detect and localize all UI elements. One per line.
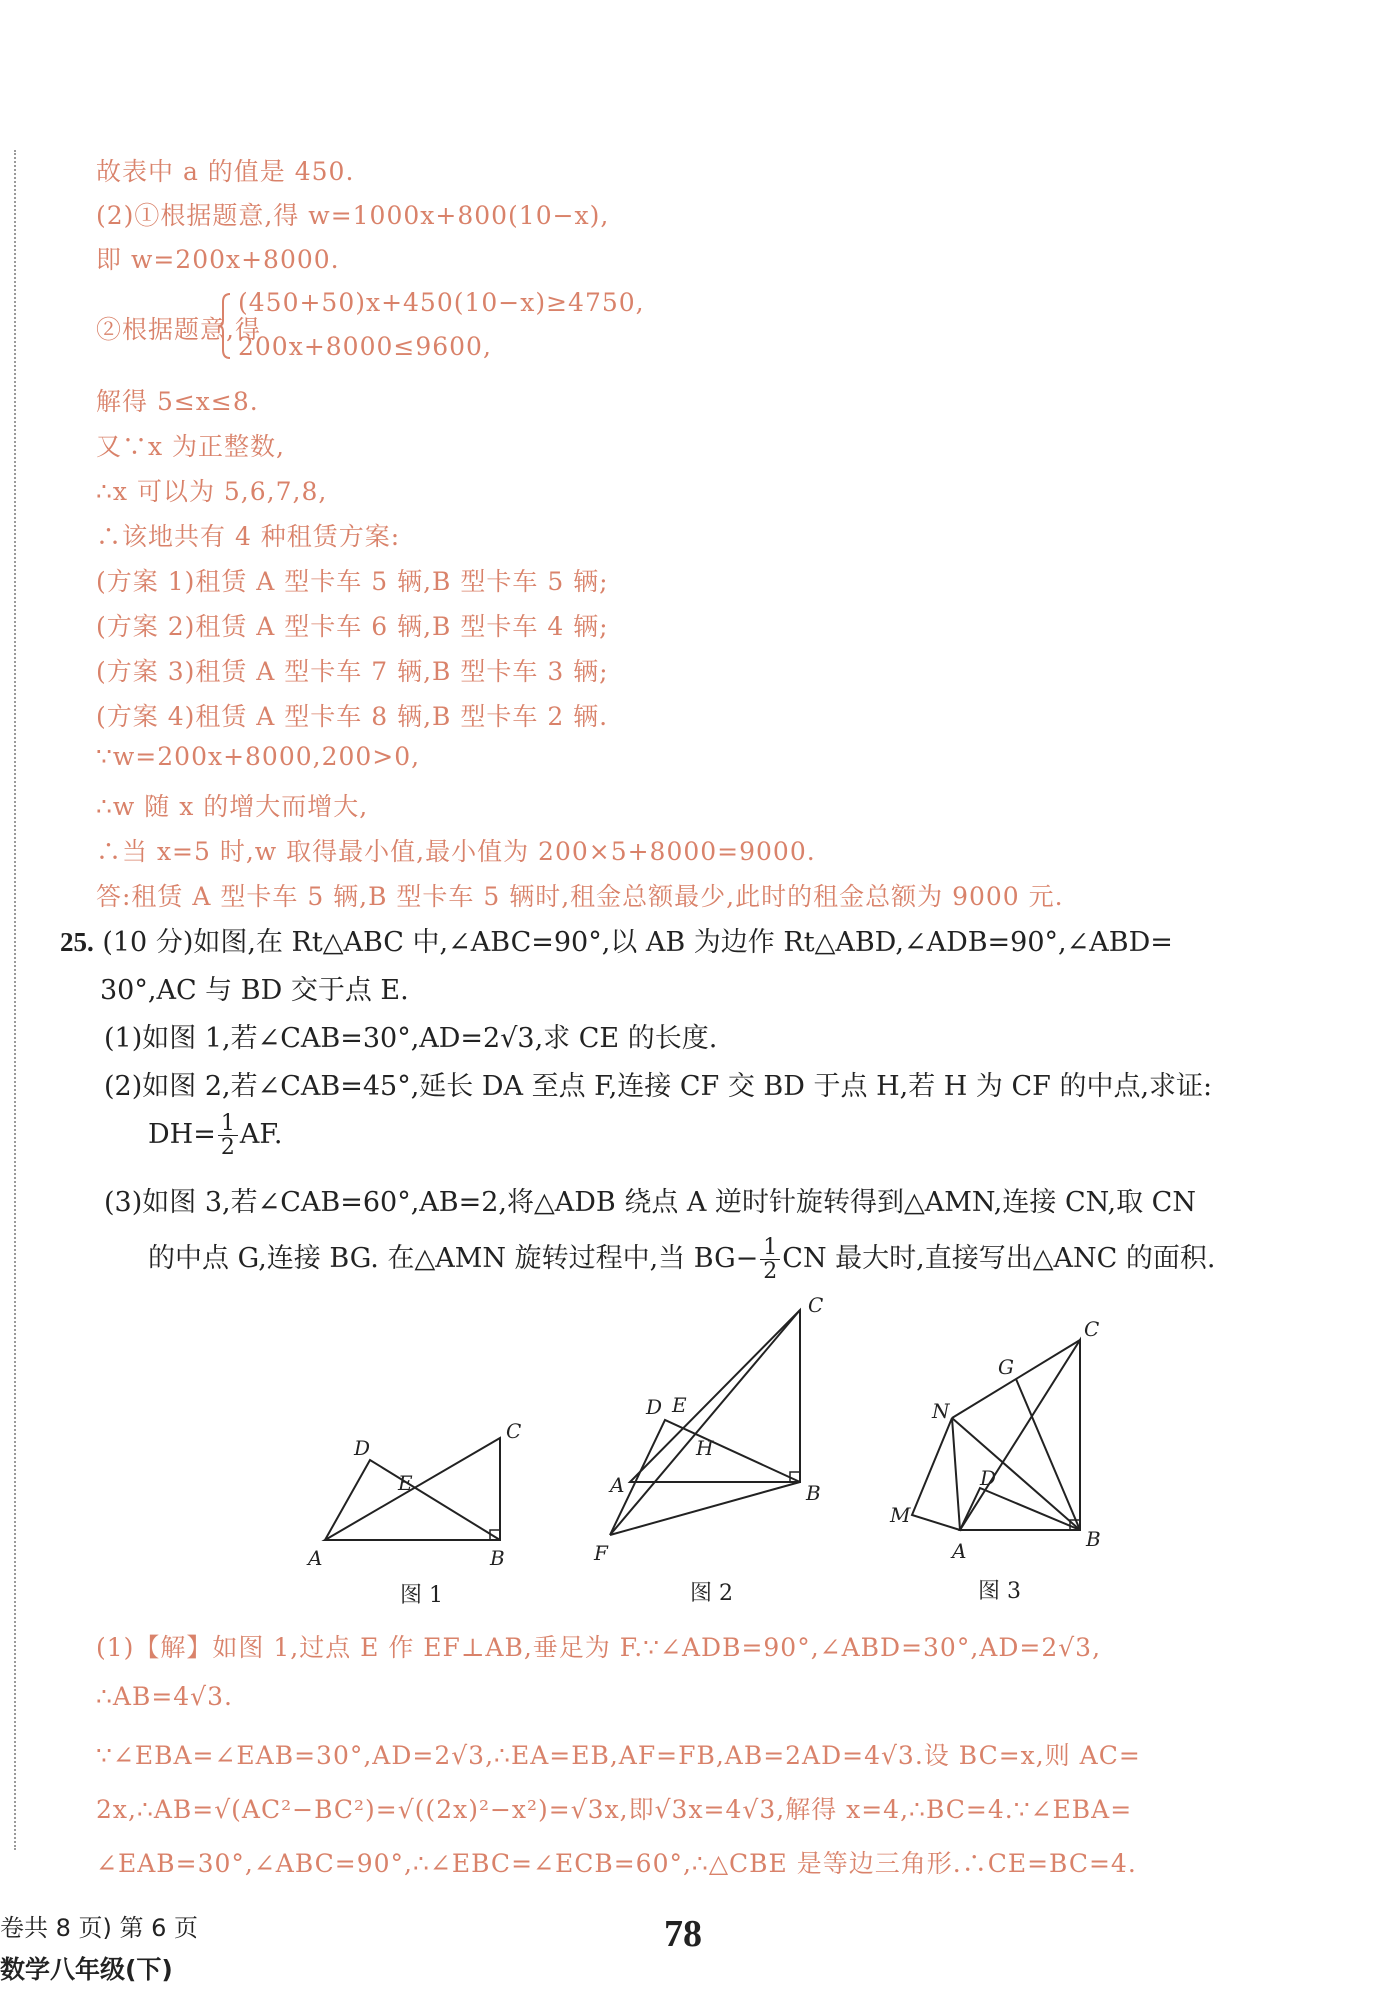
label-d: D <box>980 1466 997 1490</box>
question-number: 25. <box>60 927 94 957</box>
figure-2 <box>570 1290 850 1570</box>
answer-line: (方案 2)租赁 A 型卡车 6 辆,B 型卡车 4 辆; <box>96 612 609 641</box>
system-equation-2: 200x+8000≤9600, <box>238 332 492 361</box>
solution-25-line-1 <box>96 1628 1326 1664</box>
part-3b-left: 的中点 G,连接 BG. 在△AMN 旋转过程中,当 BG− <box>148 1243 759 1275</box>
label-m: M <box>890 1503 911 1527</box>
solution-25-line: ∠EAB=30°,∠ABC=90°,∴∠EBC=∠ECB=60°,∴△CBE 是等边三角形.∴CE=BC=4. <box>96 1849 1137 1878</box>
fraction <box>218 1112 238 1159</box>
figure-3-caption: 图 3 <box>978 1579 1021 1604</box>
label-d: D <box>354 1436 371 1460</box>
answer-line: ②根据题意,得 <box>96 315 261 344</box>
question-part-1: (1)如图 1,若∠CAB=30°,AD=2√3,求 CE 的长度. <box>104 1023 718 1054</box>
question-part-3a: (3)如图 3,若∠CAB=60°,AB=2,将△ADB 绕点 A 逆时针旋转得到△AMN,连接 CN,取 CN <box>104 1187 1196 1218</box>
label-f: F <box>594 1541 608 1565</box>
page-number: 78 <box>664 1913 702 1955</box>
answer-line: (方案 1)租赁 A 型卡车 5 辆,B 型卡车 5 辆; <box>96 567 609 596</box>
solution-25-line: ∵∠EBA=∠EAB=30°,AD=2√3,∴EA=EB,AF=FB,AB=2AD=4√3.设 BC=x,则 AC= <box>96 1741 1141 1770</box>
footer-book-title: 数学八年级(下) <box>0 1955 173 1984</box>
label-c: C <box>1084 1317 1100 1341</box>
figure-3 <box>880 1300 1120 1570</box>
label-a: A <box>308 1546 323 1570</box>
figure-1 <box>300 1410 540 1570</box>
fraction-denominator: 2 <box>763 1259 778 1285</box>
fraction-numerator: 1 <box>760 1236 780 1260</box>
answer-line: (方案 3)租赁 A 型卡车 7 辆,B 型卡车 3 辆; <box>96 657 609 686</box>
label-a: A <box>952 1539 967 1563</box>
segment-cf <box>610 1310 800 1535</box>
label-n: N <box>932 1399 950 1423</box>
triangle-amn <box>912 1418 960 1530</box>
label-d: D <box>646 1395 663 1419</box>
equation-left: DH= <box>148 1119 216 1151</box>
segment-fb <box>610 1482 800 1535</box>
answer-line: 即 w=200x+8000. <box>96 245 340 274</box>
question-stem-1: (10 分)如图,在 Rt△ABC 中,∠ABC=90°,以 AB 为边作 Rt△ABD,∠ADB=90°,∠ABD= <box>102 927 1173 958</box>
triangle-abc <box>960 1340 1080 1530</box>
label-a: A <box>610 1473 625 1497</box>
fraction-denominator: 2 <box>220 1135 235 1161</box>
system-equation-1: (450+50)x+450(10−x)≥4750, <box>238 288 645 317</box>
answer-line: ∵w=200x+8000,200>0, <box>96 742 421 771</box>
answer-line: 又∵x 为正整数, <box>96 432 285 461</box>
binding-margin-line <box>14 150 16 1850</box>
label-c: C <box>808 1293 824 1317</box>
label-b: B <box>1086 1527 1101 1551</box>
solution-text: 如图 1,过点 E 作 EF⊥AB,垂足为 F.∵∠ADB=90°,∠ABD=30°,AD=2√3, <box>212 1633 1102 1662</box>
question-part-2-equation <box>148 1112 282 1159</box>
part-3b-right: CN 最大时,直接写出△ANC 的面积. <box>782 1243 1216 1275</box>
question-part-3b <box>148 1236 1215 1283</box>
label-g: G <box>998 1355 1014 1379</box>
label-b: B <box>490 1546 505 1570</box>
fraction-numerator: 1 <box>218 1112 238 1136</box>
answer-line: ∴当 x=5 时,w 取得最小值,最小值为 200×5+8000=9000. <box>96 837 816 866</box>
equation-right: AF. <box>239 1119 283 1151</box>
triangle-adb <box>960 1488 1080 1530</box>
question-part-2: (2)如图 2,若∠CAB=45°,延长 DA 至点 F,连接 CF 交 BD 于点 H,若 H 为 CF 的中点,求证: <box>104 1071 1213 1102</box>
answer-line: (方案 4)租赁 A 型卡车 8 辆,B 型卡车 2 辆. <box>96 702 609 731</box>
answer-line: (2)①根据题意,得 w=1000x+800(10−x), <box>96 201 610 230</box>
answer-line: 解得 5≤x≤8. <box>96 387 259 416</box>
solution-25-line: ∴AB=4√3. <box>96 1682 233 1711</box>
system-brace <box>218 292 232 360</box>
fraction <box>760 1236 780 1283</box>
footer-page-info: 卷共 8 页) 第 6 页 <box>0 1914 199 1942</box>
figure-1-caption: 图 1 <box>400 1583 443 1608</box>
answer-line: 答:租赁 A 型卡车 5 辆,B 型卡车 5 辆时,租金总额最少,此时的租金总额为 9000 元. <box>96 882 1064 911</box>
figure-2-caption: 图 2 <box>690 1581 733 1606</box>
label-b: B <box>806 1481 821 1505</box>
label-c: C <box>506 1419 522 1443</box>
answer-line: 故表中 a 的值是 450. <box>96 157 355 186</box>
question-25-stem <box>60 920 1173 959</box>
answer-line: ∴w 随 x 的增大而增大, <box>96 792 369 821</box>
solution-25-line: 2x,∴AB=√(AC²−BC²)=√((2x)²−x²)=√3x,即√3x=4√3,解得 x=4,∴BC=4.∵∠EBA= <box>96 1795 1133 1824</box>
answer-line: ∴x 可以为 5,6,7,8, <box>96 477 328 506</box>
question-stem-2: 30°,AC 与 BD 交于点 E. <box>100 975 409 1006</box>
label-e: E <box>672 1393 687 1417</box>
label-e: E <box>398 1471 413 1495</box>
solution-tag: (1)【解】 <box>96 1633 213 1662</box>
label-h: H <box>696 1436 714 1460</box>
answer-line: ∴该地共有 4 种租赁方案: <box>96 522 401 551</box>
